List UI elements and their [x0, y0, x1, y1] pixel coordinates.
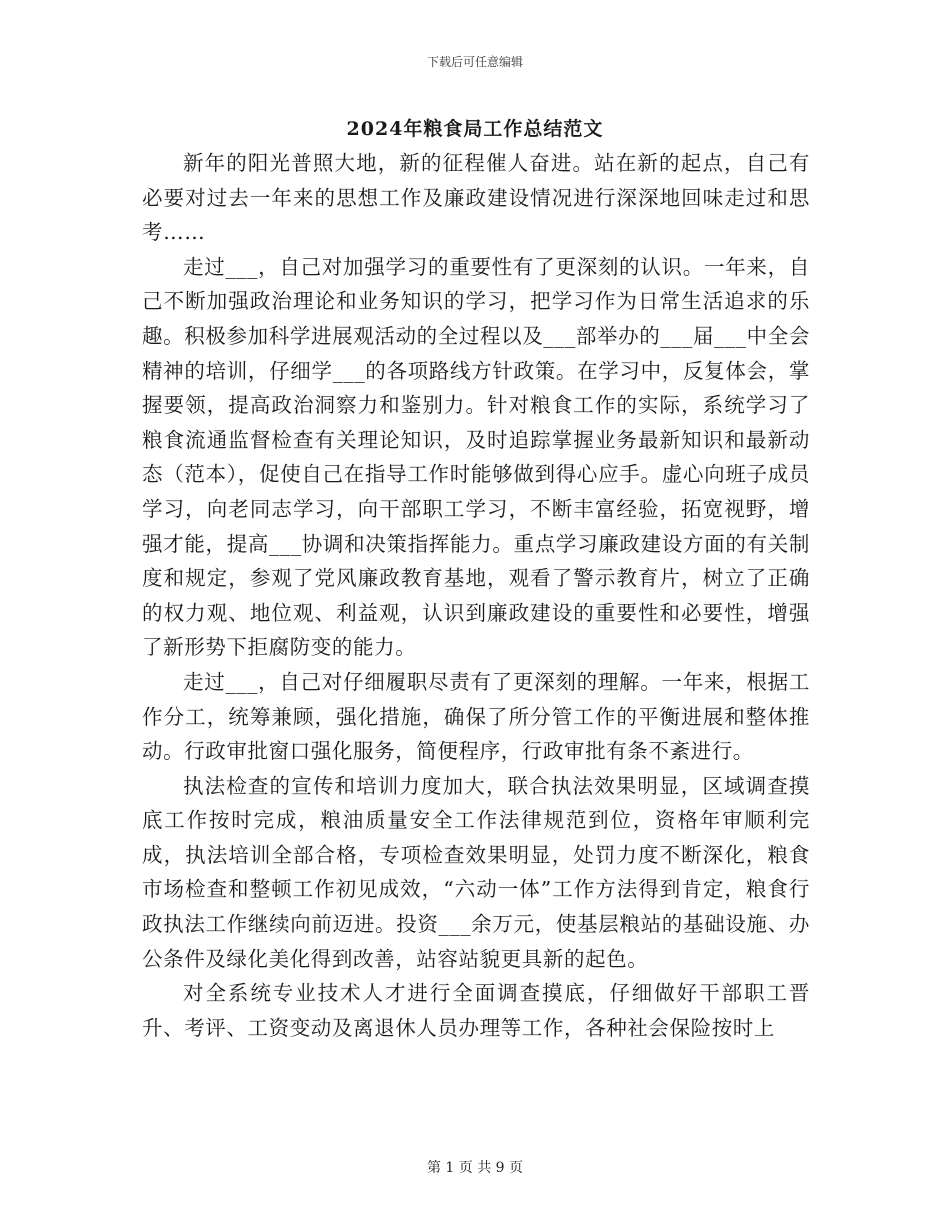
paragraph: 对全系统专业技术人才进行全面调查摸底，仔细做好干部职工晋升、考评、工资变动及离退休人员办理等工作，各种社会保险按时上 — [142, 981, 810, 1040]
paragraph: 新年的阳光普照大地，新的征程催人奋进。站在新的起点，自己有必要对过去一年来的思想工作及廉政建设情况进行深深地回味走过和思考…… — [142, 151, 810, 245]
page-number: 第 1 页 共 9 页 — [426, 1160, 524, 1176]
document-body — [142, 146, 810, 1045]
paragraph: 走过___，自己对加强学习的重要性有了更深刻的认识。一年来，自己不断加强政治理论和业务知识的学习，把学习作为日常生活追求的乐趣。积极参加科学进展观活动的全过程以及___部举办的___届___中全会精神的培训，仔细学___的各项路线方针政策。在学习中，反复体会，掌握要领，提高政治洞察力和鉴别力。针对粮食工作的实际，系统学习了粮食流通监督检查有关理论知识，及时追踪掌握业务最新知识和最新动态（范本），促使自己在指导工作时能够做到得心应手。虚心向班子成员学习，向老同志学习，向干部职工学习，不断丰富经验，拓宽视野，增强才能，提高___协调和决策指挥能力。重点学习廉政建设方面的有关制度和规定，参观了党风廉政教育基地，观看了警示教育片，树立了正确的权力观、地位观、利益观，认识到廉政建设的重要性和必要性，增强了新形势下拒腐防变的能力。 — [142, 254, 810, 660]
header-note: 下载后可任意编辑 — [426, 55, 523, 69]
paragraph: 执法检查的宣传和培训力度加大，联合执法效果明显，区域调查摸底工作按时完成，粮油质量安全工作法律规范到位，资格年审顺利完成，执法培训全部合格，专项检查效果明显，处罚力度不断深化，粮食市场检查和整顿工作初见成效，“六动一体”工作方法得到肯定，粮食行政执法工作继续向前迈进。投资___余万元，使基层粮站的基础设施、办公条件及绿化美化得到改善，站容站貌更具新的起色。 — [142, 773, 810, 971]
paragraph: 走过___，自己对仔细履职尽责有了更深刻的理解。一年来，根据工作分工，统筹兼顾，强化措施，确保了所分管工作的平衡进展和整体推动。行政审批窗口强化服务，简便程序，行政审批有条不紊进行。 — [142, 669, 810, 764]
document-title: 2024年粮食局工作总结范文 — [346, 118, 604, 140]
